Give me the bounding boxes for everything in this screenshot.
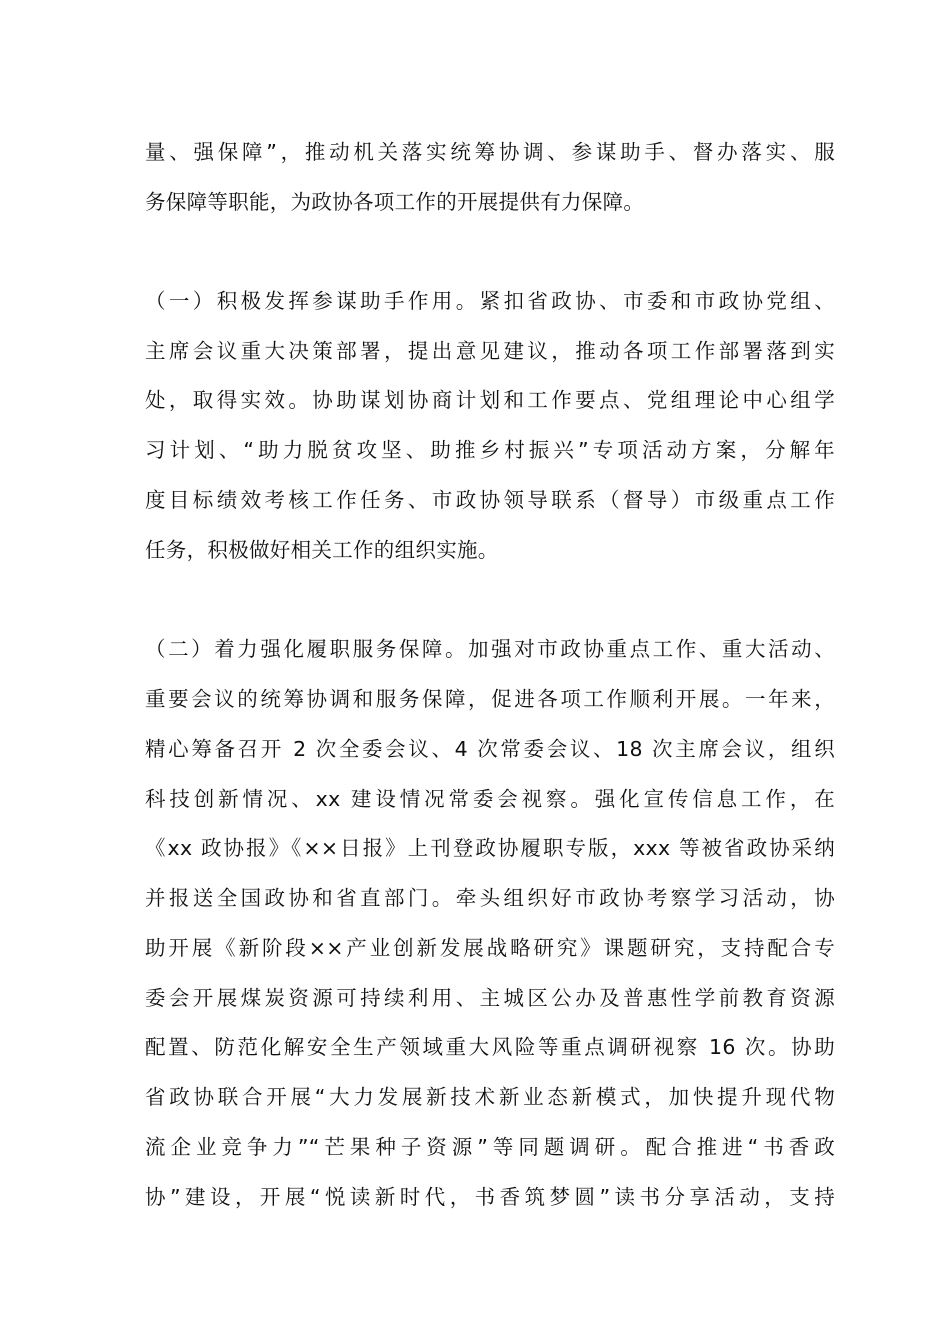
text-line: 精心筹备召开 2 次全委会议、4 次常委会议、18 次主席会议，组织 bbox=[145, 737, 835, 761]
text-line: 习计划、“助力脱贫攻坚、助推乡村振兴”专项活动方案，分解年 bbox=[145, 438, 835, 462]
text-line: 主席会议重大决策部署，提出意见建议，推动各项工作部署落到实 bbox=[145, 339, 835, 363]
text-line: 《xx 政协报》《××日报》上刊登政协履职专版，xxx 等被省政协采纳 bbox=[145, 836, 835, 860]
text-line: 并报送全国政协和省直部门。牵头组织好市政协考察学习活动，协 bbox=[145, 886, 835, 910]
text-line: 协”建设，开展“悦读新时代，书香筑梦圆”读书分享活动，支持 bbox=[145, 1185, 835, 1209]
text-line: （一）积极发挥参谋助手作用。紧扣省政协、市委和市政协党组、 bbox=[145, 289, 835, 313]
text-line: 委会开展煤炭资源可持续利用、主城区公办及普惠性学前教育资源 bbox=[145, 986, 835, 1010]
text-line: 助开展《新阶段××产业创新发展战略研究》课题研究，支持配合专 bbox=[145, 936, 835, 960]
text-line: 量、强保障”，推动机关落实统筹协调、参谋助手、督办落实、服 bbox=[145, 140, 835, 164]
text-line: 度目标绩效考核工作任务、市政协领导联系（督导）市级重点工作 bbox=[145, 488, 835, 512]
text-line: 任务，积极做好相关工作的组织实施。 bbox=[145, 538, 499, 562]
text-line: 配置、防范化解安全生产领域重大风险等重点调研视察 16 次。协助 bbox=[145, 1035, 835, 1059]
text-line: 省政协联合开展“大力发展新技术新业态新模式，加快提升现代物 bbox=[145, 1085, 835, 1109]
text-line: 务保障等职能，为政协各项工作的开展提供有力保障。 bbox=[145, 190, 645, 214]
text-line: （二）着力强化履职服务保障。加强对市政协重点工作、重大活动、 bbox=[145, 637, 835, 661]
text-line: 流企业竞争力”“芒果种子资源”等同题调研。配合推进“书香政 bbox=[145, 1135, 835, 1159]
text-line: 科技创新情况、xx 建设情况常委会视察。强化宣传信息工作，在 bbox=[145, 787, 835, 811]
text-line: 处，取得实效。协助谋划协商计划和工作要点、党组理论中心组学 bbox=[145, 388, 835, 412]
text-line: 重要会议的统筹协调和服务保障，促进各项工作顺利开展。一年来， bbox=[145, 687, 835, 711]
